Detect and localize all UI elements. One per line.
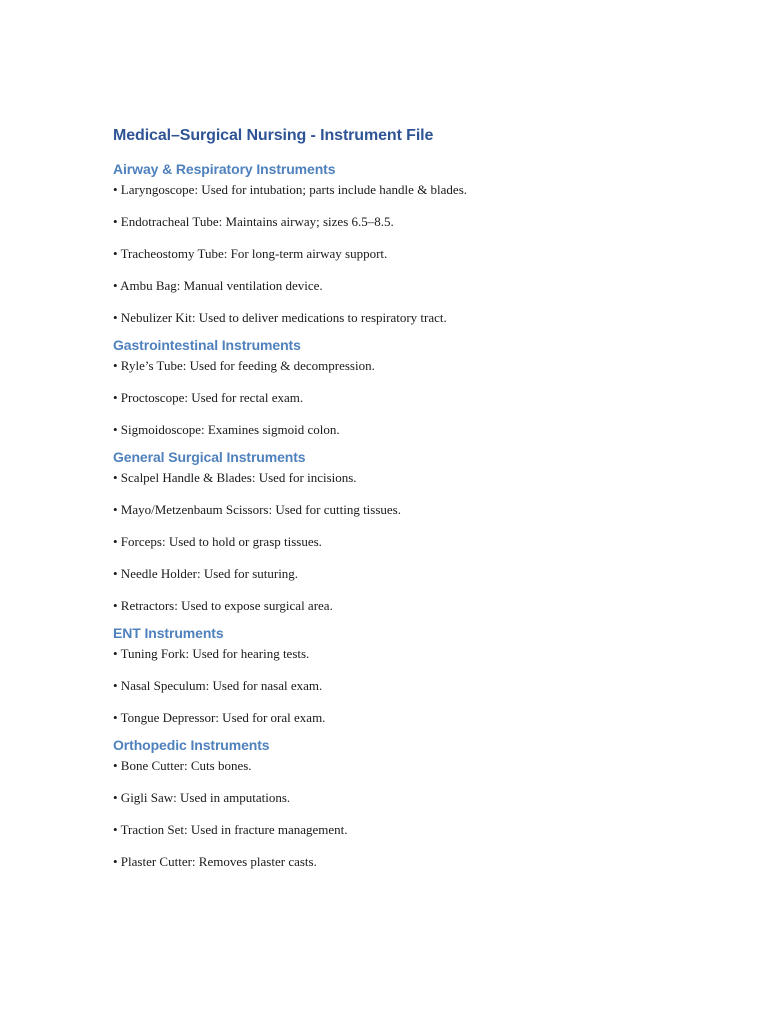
section-heading: ENT Instruments [113, 625, 224, 641]
section-general-surgical [113, 446, 713, 620]
list-item: • Needle Holder: Used for suturing. [113, 566, 299, 581]
list-item: • Ryle’s Tube: Used for feeding & decompression. [113, 358, 375, 373]
section-ent [113, 622, 713, 732]
list-item: • Gigli Saw: Used in amputations. [113, 790, 291, 805]
list-item: • Traction Set: Used in fracture management. [113, 822, 348, 837]
section-heading: Airway & Respiratory Instruments [113, 161, 336, 177]
list-item: • Tuning Fork: Used for hearing tests. [113, 646, 310, 661]
sections-container [113, 158, 713, 876]
instrument-list [113, 180, 713, 332]
list-item: • Sigmoidoscope: Examines sigmoid colon. [113, 422, 340, 437]
list-item: • Scalpel Handle & Blades: Used for incisions. [113, 470, 357, 485]
section-heading: Gastrointestinal Instruments [113, 337, 301, 353]
document-content [113, 124, 713, 876]
section-heading: General Surgical Instruments [113, 449, 306, 465]
list-item: • Laryngoscope: Used for intubation; parts include handle & blades. [113, 182, 468, 197]
instrument-list [113, 356, 713, 444]
section-heading: Orthopedic Instruments [113, 737, 270, 753]
list-item: • Nebulizer Kit: Used to deliver medications to respiratory tract. [113, 310, 447, 325]
list-item: • Plaster Cutter: Removes plaster casts. [113, 854, 317, 869]
list-item: • Bone Cutter: Cuts bones. [113, 758, 252, 773]
instrument-list [113, 644, 713, 732]
list-item: • Proctoscope: Used for rectal exam. [113, 390, 304, 405]
list-item: • Tracheostomy Tube: For long-term airway support. [113, 246, 388, 261]
list-item: • Tongue Depressor: Used for oral exam. [113, 710, 326, 725]
list-item: • Forceps: Used to hold or grasp tissues. [113, 534, 322, 549]
list-item: • Retractors: Used to expose surgical area. [113, 598, 333, 613]
instrument-list [113, 468, 713, 620]
section-orthopedic [113, 734, 713, 876]
section-gastrointestinal [113, 334, 713, 444]
list-item: • Endotracheal Tube: Maintains airway; sizes 6.5–8.5. [113, 214, 394, 229]
section-airway-respiratory [113, 158, 713, 332]
list-item: • Ambu Bag: Manual ventilation device. [113, 278, 323, 293]
instrument-list [113, 756, 713, 876]
page-title: Medical–Surgical Nursing - Instrument File [113, 127, 434, 144]
list-item: • Mayo/Metzenbaum Scissors: Used for cutting tissues. [113, 502, 401, 517]
list-item: • Nasal Speculum: Used for nasal exam. [113, 678, 323, 693]
